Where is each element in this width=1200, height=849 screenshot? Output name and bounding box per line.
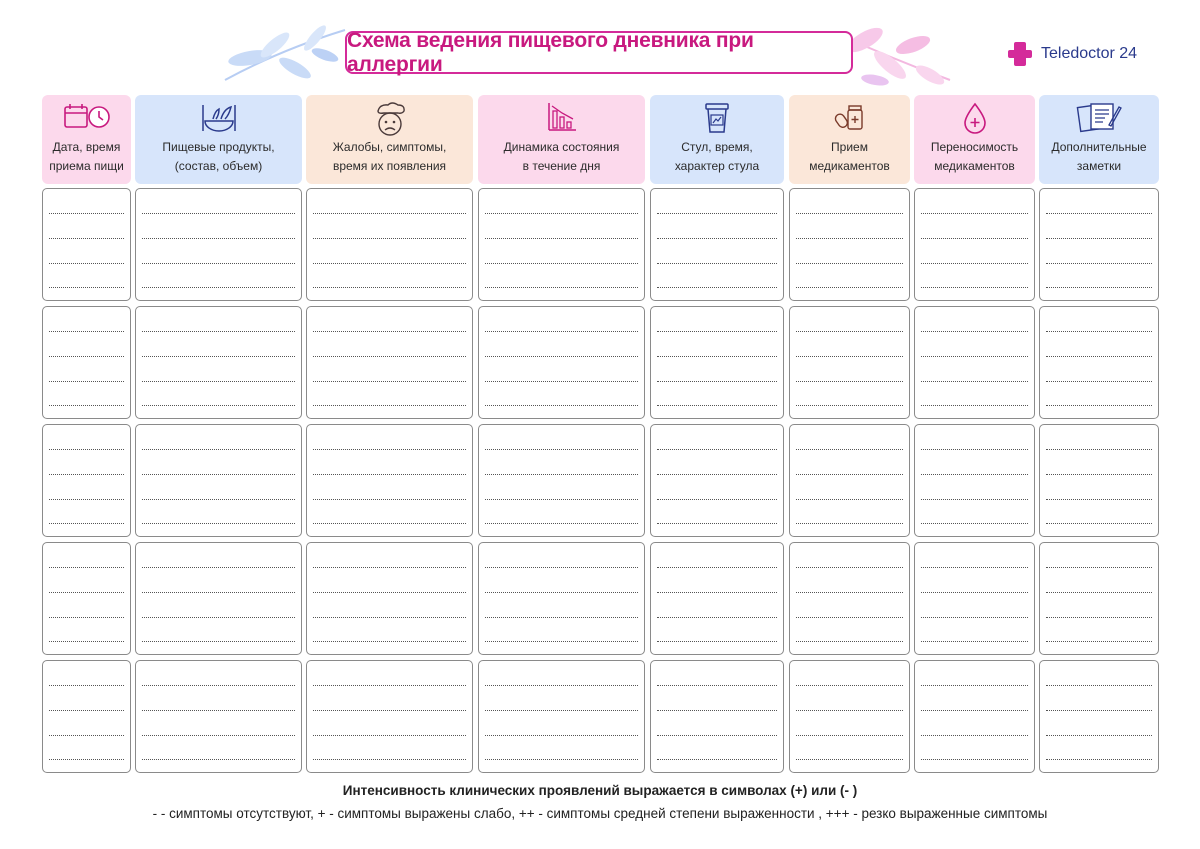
dotted-write-line bbox=[921, 617, 1028, 618]
dotted-write-line bbox=[921, 356, 1028, 357]
dotted-write-line bbox=[49, 641, 124, 642]
dotted-write-line bbox=[49, 567, 124, 568]
dotted-write-line bbox=[657, 685, 777, 686]
dotted-write-line bbox=[796, 449, 903, 450]
dotted-write-line bbox=[796, 641, 903, 642]
dotted-write-line bbox=[921, 331, 1028, 332]
column-header-tolerance bbox=[914, 95, 1035, 184]
entry-cell[interactable] bbox=[914, 660, 1035, 773]
dotted-write-line bbox=[1046, 617, 1152, 618]
dotted-write-line bbox=[1046, 405, 1152, 406]
container-icon bbox=[702, 101, 732, 135]
dotted-write-line bbox=[921, 735, 1028, 736]
decorative-leaves-right-icon bbox=[835, 20, 955, 95]
dotted-write-line bbox=[485, 567, 638, 568]
dotted-write-line bbox=[485, 685, 638, 686]
dotted-write-line bbox=[657, 263, 777, 264]
dotted-write-line bbox=[485, 474, 638, 475]
dotted-write-line bbox=[49, 238, 124, 239]
dotted-write-line bbox=[796, 381, 903, 382]
dotted-write-line bbox=[1046, 567, 1152, 568]
dotted-write-line bbox=[1046, 592, 1152, 593]
entry-cell[interactable] bbox=[650, 542, 784, 655]
dotted-write-line bbox=[49, 263, 124, 264]
page-title-box bbox=[345, 28, 853, 76]
dotted-write-line bbox=[1046, 263, 1152, 264]
dotted-write-line bbox=[1046, 735, 1152, 736]
dotted-write-line bbox=[485, 331, 638, 332]
dotted-write-line bbox=[313, 735, 466, 736]
dotted-write-line bbox=[657, 213, 777, 214]
entry-cell[interactable] bbox=[1039, 306, 1159, 419]
dotted-write-line bbox=[796, 710, 903, 711]
dotted-write-line bbox=[1046, 381, 1152, 382]
dotted-write-line bbox=[485, 287, 638, 288]
entry-cell[interactable] bbox=[135, 188, 302, 301]
column-label: Стул, время, характер стула bbox=[674, 140, 760, 173]
dotted-write-line bbox=[1046, 685, 1152, 686]
entry-cell[interactable] bbox=[478, 306, 645, 419]
dotted-write-line bbox=[657, 523, 777, 524]
dotted-write-line bbox=[142, 356, 295, 357]
dotted-write-line bbox=[657, 710, 777, 711]
dotted-write-line bbox=[313, 449, 466, 450]
entry-cell[interactable] bbox=[650, 306, 784, 419]
dotted-write-line bbox=[921, 287, 1028, 288]
chart-icon bbox=[546, 101, 578, 133]
dotted-write-line bbox=[796, 331, 903, 332]
dotted-write-line bbox=[49, 213, 124, 214]
dotted-write-line bbox=[1046, 356, 1152, 357]
column-label: Жалобы, симптомы, время их появления bbox=[332, 140, 447, 173]
dotted-write-line bbox=[657, 592, 777, 593]
dotted-write-line bbox=[313, 356, 466, 357]
dotted-write-line bbox=[313, 710, 466, 711]
entry-cell[interactable] bbox=[650, 424, 784, 537]
column-header-date bbox=[42, 95, 131, 184]
dotted-write-line bbox=[49, 405, 124, 406]
dotted-write-line bbox=[313, 381, 466, 382]
dotted-write-line bbox=[313, 617, 466, 618]
dotted-write-line bbox=[1046, 213, 1152, 214]
dotted-write-line bbox=[313, 238, 466, 239]
entry-cell[interactable] bbox=[1039, 424, 1159, 537]
dotted-write-line bbox=[142, 474, 295, 475]
column-label: Прием медикаментов bbox=[809, 140, 890, 173]
dotted-write-line bbox=[921, 710, 1028, 711]
entry-cell[interactable] bbox=[306, 660, 473, 773]
page-title: Схема ведения пищевого дневника при аллергии bbox=[347, 28, 754, 76]
dotted-write-line bbox=[49, 474, 124, 475]
entry-cell[interactable] bbox=[914, 188, 1035, 301]
dotted-write-line bbox=[313, 263, 466, 264]
entry-cell[interactable] bbox=[650, 660, 784, 773]
dotted-write-line bbox=[796, 523, 903, 524]
entry-cell[interactable] bbox=[135, 542, 302, 655]
dotted-write-line bbox=[142, 287, 295, 288]
entry-cell[interactable] bbox=[135, 424, 302, 537]
dotted-write-line bbox=[49, 331, 124, 332]
dotted-write-line bbox=[657, 287, 777, 288]
entry-cell[interactable] bbox=[306, 424, 473, 537]
dotted-write-line bbox=[142, 381, 295, 382]
entry-cell[interactable] bbox=[789, 188, 910, 301]
intensity-legend: - - симптомы отсутствуют, + - симптомы выражены слабо, ++ - симптомы средней степени выраженности , +++ - резко выраженные симптомы bbox=[152, 806, 1048, 821]
entry-cell[interactable] bbox=[789, 660, 910, 773]
intensity-heading: Интенсивность клинических проявлений выражается в символах (+) или (- ) bbox=[342, 783, 858, 798]
entry-cell[interactable] bbox=[478, 660, 645, 773]
entry-cell[interactable] bbox=[42, 424, 131, 537]
pills-icon bbox=[834, 101, 866, 133]
dotted-write-line bbox=[921, 449, 1028, 450]
dotted-write-line bbox=[657, 474, 777, 475]
brand-logo bbox=[1007, 41, 1137, 67]
dotted-write-line bbox=[1046, 710, 1152, 711]
dotted-write-line bbox=[921, 641, 1028, 642]
dotted-write-line bbox=[796, 287, 903, 288]
dotted-write-line bbox=[313, 213, 466, 214]
column-header-medication bbox=[789, 95, 910, 184]
dotted-write-line bbox=[313, 641, 466, 642]
dotted-write-line bbox=[485, 356, 638, 357]
dotted-write-line bbox=[485, 381, 638, 382]
brand-name: Teledoctor 24 bbox=[1041, 45, 1138, 62]
dotted-write-line bbox=[921, 381, 1028, 382]
dotted-write-line bbox=[796, 238, 903, 239]
entry-cell[interactable] bbox=[42, 542, 131, 655]
column-header-symptoms bbox=[306, 95, 473, 184]
entry-cell[interactable] bbox=[789, 306, 910, 419]
entry-cell[interactable] bbox=[650, 188, 784, 301]
dotted-write-line bbox=[921, 263, 1028, 264]
dotted-write-line bbox=[49, 381, 124, 382]
dotted-write-line bbox=[921, 405, 1028, 406]
dotted-write-line bbox=[1046, 331, 1152, 332]
dotted-write-line bbox=[921, 238, 1028, 239]
dotted-write-line bbox=[1046, 287, 1152, 288]
sad-face-icon bbox=[372, 101, 408, 137]
column-header-notes bbox=[1039, 95, 1159, 184]
dotted-write-line bbox=[49, 617, 124, 618]
dotted-write-line bbox=[796, 263, 903, 264]
notes-icon bbox=[1076, 101, 1122, 133]
dotted-write-line bbox=[921, 685, 1028, 686]
dotted-write-line bbox=[657, 238, 777, 239]
medical-cross-icon bbox=[1007, 41, 1033, 67]
dotted-write-line bbox=[142, 567, 295, 568]
dotted-write-line bbox=[142, 263, 295, 264]
dotted-write-line bbox=[142, 641, 295, 642]
dotted-write-line bbox=[49, 592, 124, 593]
dotted-write-line bbox=[485, 759, 638, 760]
drop-cross-icon bbox=[961, 101, 989, 135]
entry-cell[interactable] bbox=[914, 306, 1035, 419]
dotted-write-line bbox=[313, 759, 466, 760]
dotted-write-line bbox=[142, 685, 295, 686]
entry-cell[interactable] bbox=[914, 542, 1035, 655]
entry-cell[interactable] bbox=[306, 188, 473, 301]
column-header-food bbox=[135, 95, 302, 184]
dotted-write-line bbox=[485, 735, 638, 736]
dotted-write-line bbox=[796, 592, 903, 593]
dotted-write-line bbox=[796, 617, 903, 618]
column-header-stool bbox=[650, 95, 784, 184]
dotted-write-line bbox=[921, 499, 1028, 500]
dotted-write-line bbox=[796, 474, 903, 475]
dotted-write-line bbox=[1046, 641, 1152, 642]
dotted-write-line bbox=[921, 592, 1028, 593]
dotted-write-line bbox=[142, 449, 295, 450]
dotted-write-line bbox=[49, 710, 124, 711]
dotted-write-line bbox=[657, 499, 777, 500]
dotted-write-line bbox=[796, 567, 903, 568]
dotted-write-line bbox=[313, 592, 466, 593]
entry-cell[interactable] bbox=[478, 424, 645, 537]
dotted-write-line bbox=[796, 405, 903, 406]
dotted-write-line bbox=[485, 449, 638, 450]
dotted-write-line bbox=[49, 759, 124, 760]
entry-cell[interactable] bbox=[42, 306, 131, 419]
dotted-write-line bbox=[49, 449, 124, 450]
dotted-write-line bbox=[142, 735, 295, 736]
dotted-write-line bbox=[49, 287, 124, 288]
dotted-write-line bbox=[485, 617, 638, 618]
entry-cell[interactable] bbox=[1039, 542, 1159, 655]
dotted-write-line bbox=[1046, 523, 1152, 524]
column-header-dynamics bbox=[478, 95, 645, 184]
dotted-write-line bbox=[485, 592, 638, 593]
dotted-write-line bbox=[313, 567, 466, 568]
dotted-write-line bbox=[921, 567, 1028, 568]
dotted-write-line bbox=[657, 641, 777, 642]
dotted-write-line bbox=[313, 474, 466, 475]
entry-cell[interactable] bbox=[42, 660, 131, 773]
dotted-write-line bbox=[485, 405, 638, 406]
dotted-write-line bbox=[49, 523, 124, 524]
dotted-write-line bbox=[142, 523, 295, 524]
dotted-write-line bbox=[142, 592, 295, 593]
dotted-write-line bbox=[313, 331, 466, 332]
dotted-write-line bbox=[1046, 759, 1152, 760]
decorative-leaves-left-icon bbox=[220, 20, 350, 95]
entry-cell[interactable] bbox=[914, 424, 1035, 537]
dotted-write-line bbox=[1046, 474, 1152, 475]
dotted-write-line bbox=[657, 449, 777, 450]
dotted-write-line bbox=[313, 523, 466, 524]
dotted-write-line bbox=[485, 523, 638, 524]
dotted-write-line bbox=[657, 567, 777, 568]
column-label: Дополнительные заметки bbox=[1051, 140, 1147, 173]
dotted-write-line bbox=[1046, 499, 1152, 500]
food-bowl-icon bbox=[201, 101, 237, 135]
dotted-write-line bbox=[313, 685, 466, 686]
dotted-write-line bbox=[796, 735, 903, 736]
dotted-write-line bbox=[657, 356, 777, 357]
dotted-write-line bbox=[796, 759, 903, 760]
dotted-write-line bbox=[485, 213, 638, 214]
dotted-write-line bbox=[142, 213, 295, 214]
entry-cell[interactable] bbox=[789, 424, 910, 537]
entry-cell[interactable] bbox=[478, 542, 645, 655]
entry-cell[interactable] bbox=[1039, 660, 1159, 773]
entry-cell[interactable] bbox=[306, 542, 473, 655]
column-label: Пищевые продукты, (состав, объем) bbox=[162, 140, 275, 173]
dotted-write-line bbox=[313, 287, 466, 288]
dotted-write-line bbox=[142, 499, 295, 500]
dotted-write-line bbox=[796, 356, 903, 357]
dotted-write-line bbox=[142, 331, 295, 332]
dotted-write-line bbox=[49, 685, 124, 686]
dotted-write-line bbox=[142, 238, 295, 239]
entry-cell[interactable] bbox=[1039, 188, 1159, 301]
dotted-write-line bbox=[485, 710, 638, 711]
dotted-write-line bbox=[313, 405, 466, 406]
dotted-write-line bbox=[485, 641, 638, 642]
column-label: Переносимость медикаментов bbox=[930, 140, 1019, 173]
dotted-write-line bbox=[796, 499, 903, 500]
dotted-write-line bbox=[657, 331, 777, 332]
entry-cell[interactable] bbox=[478, 188, 645, 301]
column-label: Дата, время приема пищи bbox=[49, 140, 124, 173]
dotted-write-line bbox=[657, 381, 777, 382]
dotted-write-line bbox=[657, 735, 777, 736]
dotted-write-line bbox=[796, 685, 903, 686]
entry-cell[interactable] bbox=[135, 306, 302, 419]
dotted-write-line bbox=[485, 499, 638, 500]
column-label: Динамика состояния в течение дня bbox=[503, 140, 620, 173]
dotted-write-line bbox=[657, 405, 777, 406]
dotted-write-line bbox=[485, 238, 638, 239]
dotted-write-line bbox=[49, 356, 124, 357]
calendar-clock-icon bbox=[62, 101, 112, 131]
entry-cell[interactable] bbox=[135, 660, 302, 773]
dotted-write-line bbox=[142, 710, 295, 711]
dotted-write-line bbox=[313, 499, 466, 500]
dotted-write-line bbox=[657, 617, 777, 618]
entry-cell[interactable] bbox=[306, 306, 473, 419]
dotted-write-line bbox=[142, 759, 295, 760]
dotted-write-line bbox=[921, 759, 1028, 760]
entry-cell[interactable] bbox=[42, 188, 131, 301]
dotted-write-line bbox=[142, 617, 295, 618]
dotted-write-line bbox=[921, 213, 1028, 214]
dotted-write-line bbox=[49, 499, 124, 500]
entry-cell[interactable] bbox=[789, 542, 910, 655]
dotted-write-line bbox=[142, 405, 295, 406]
dotted-write-line bbox=[921, 474, 1028, 475]
dotted-write-line bbox=[1046, 238, 1152, 239]
dotted-write-line bbox=[796, 213, 903, 214]
dotted-write-line bbox=[921, 523, 1028, 524]
dotted-write-line bbox=[657, 759, 777, 760]
dotted-write-line bbox=[1046, 449, 1152, 450]
dotted-write-line bbox=[49, 735, 124, 736]
dotted-write-line bbox=[485, 263, 638, 264]
